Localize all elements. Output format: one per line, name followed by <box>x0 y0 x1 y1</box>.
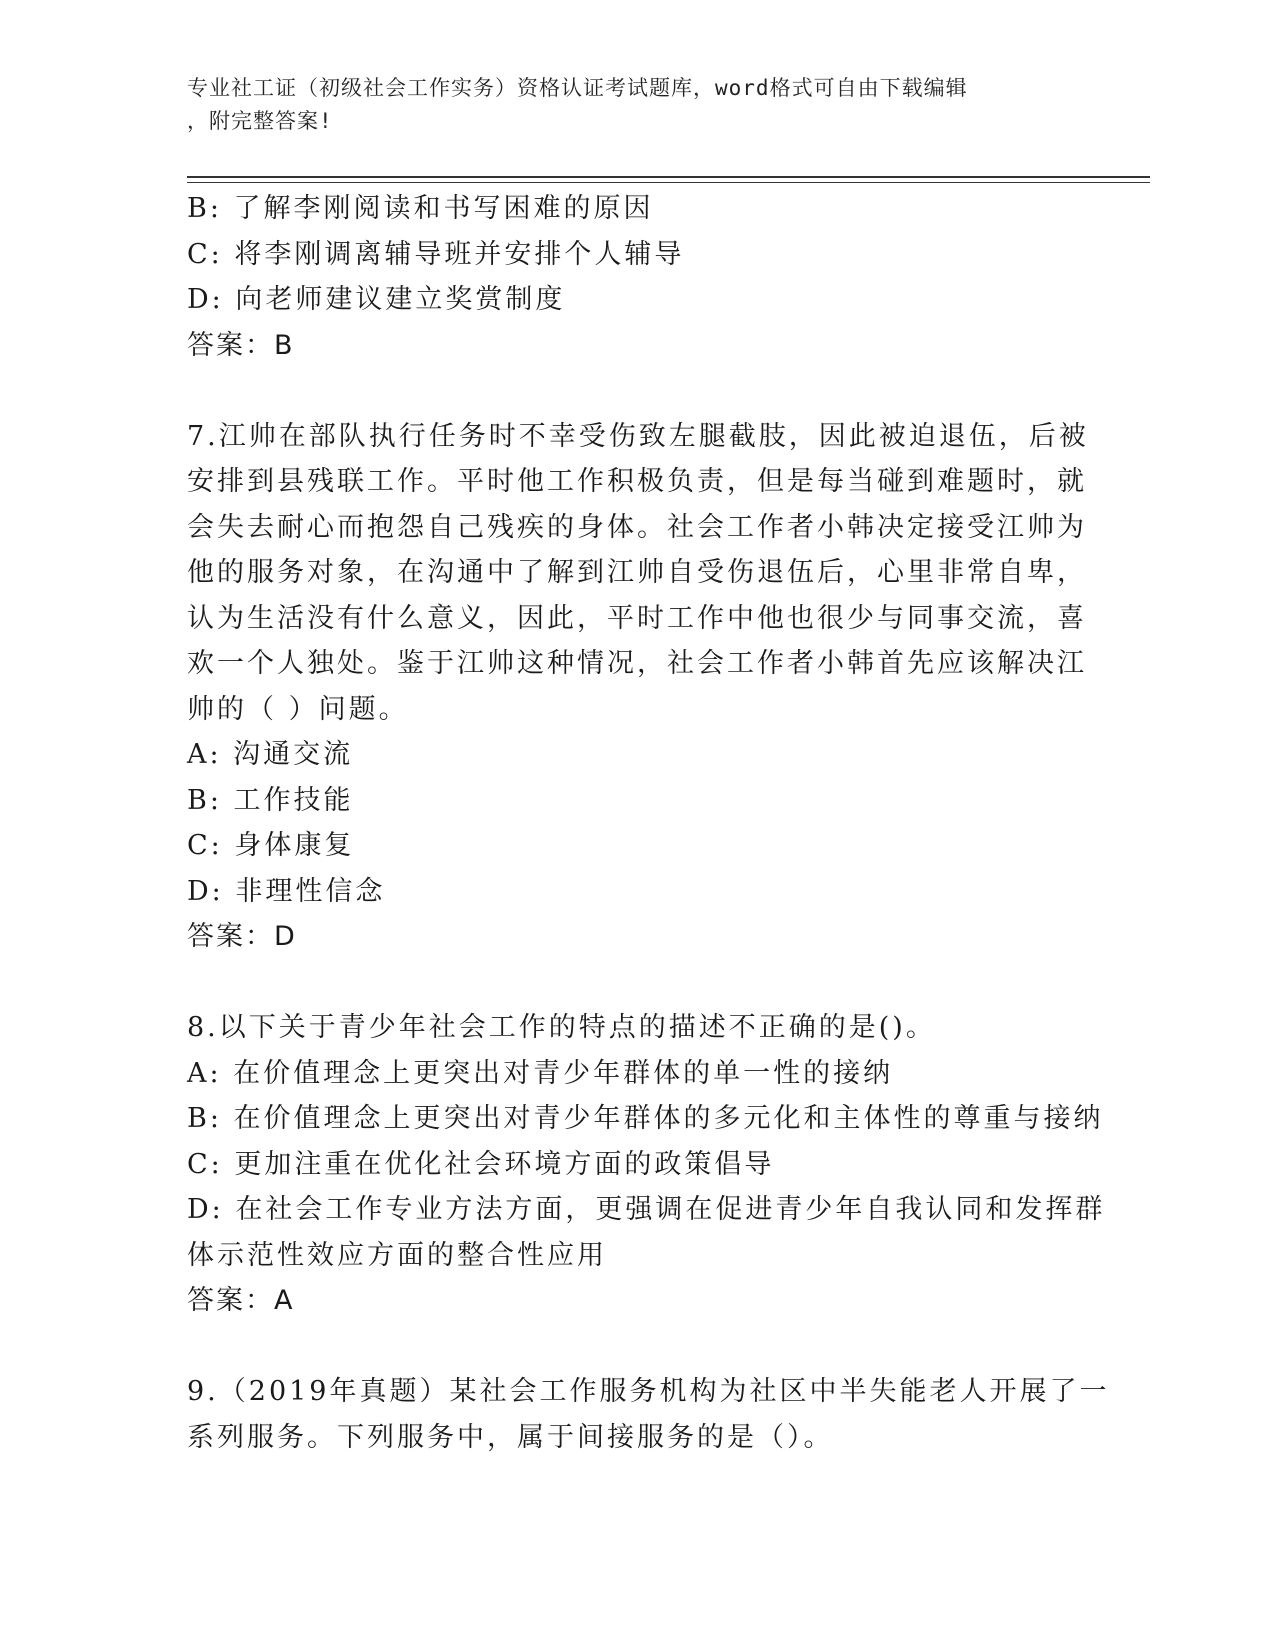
header-divider-thick <box>187 176 1150 178</box>
header-title-line-1: 专业社工证（初级社会工作实务）资格认证考试题库，word格式可自由下载编辑 <box>187 76 968 100</box>
q8-option-a: A: 在价值理念上更突出对青少年群体的单一性的接纳 <box>187 1057 894 1089</box>
q7-option-d: D: 非理性信念 <box>187 875 386 907</box>
q7-stem-line: 安排到县残联工作。平时他工作积极负责，但是每当碰到难题时，就 <box>187 466 1087 497</box>
q7-option-c: C: 身体康复 <box>187 830 355 861</box>
q8-option-d-line-1: D: 在社会工作专业方法方面，更强调在促进青少年自我认同和发挥群 <box>187 1194 1106 1225</box>
question-content <box>187 186 1110 1460</box>
q7-stem-line: 7.江帅在部队执行任务时不幸受伤致左腿截肢，因此被迫退伍，后被 <box>187 420 1089 452</box>
q7-answer: 答案：D <box>187 921 297 952</box>
q8-option-c: C: 更加注重在优化社会环境方面的政策倡导 <box>187 1148 775 1180</box>
spacer <box>187 368 1087 414</box>
q7-option-a: A: 沟通交流 <box>187 739 354 770</box>
header-title-line-2: ，附完整答案! <box>187 109 333 133</box>
q7-stem-line: 帅的（ ）问题。 <box>187 693 409 725</box>
q6-option-c: C: 将李刚调离辅导班并安排个人辅导 <box>187 238 685 270</box>
document-header <box>187 72 1067 138</box>
question-6-block <box>187 186 1087 368</box>
q7-stem-line: 认为生活没有什么意义，因此，平时工作中他也很少与同事交流，喜 <box>187 602 1087 634</box>
q8-option-d-line-2: 体示范性效应方面的整合性应用 <box>187 1239 607 1271</box>
spacer <box>187 1324 1087 1370</box>
question-8-block <box>187 1005 1106 1324</box>
question-7-block <box>187 414 1087 960</box>
q6-option-d: D: 向老师建议建立奖赏制度 <box>187 284 566 315</box>
header-divider-thin <box>187 182 1150 183</box>
q7-option-b: B: 工作技能 <box>187 784 354 816</box>
spacer <box>187 960 1087 1006</box>
q9-stem-line-2: 系列服务。下列服务中，属于间接服务的是（）。 <box>187 1421 834 1453</box>
q7-stem-line: 他的服务对象，在沟通中了解到江帅自受伤退伍后，心里非常自卑， <box>187 557 1087 588</box>
q9-stem-line-1: 9.（2019年真题）某社会工作服务机构为社区中半失能老人开展了一 <box>187 1376 1110 1407</box>
q8-stem: 8.以下关于青少年社会工作的特点的描述不正确的是()。 <box>187 1012 936 1043</box>
q6-answer: 答案：B <box>187 329 295 361</box>
q7-stem-line: 欢一个人独处。鉴于江帅这种情况，社会工作者小韩首先应该解决江 <box>187 648 1087 679</box>
q7-stem-line: 会失去耐心而抱怨自己残疾的身体。社会工作者小韩决定接受江帅为 <box>187 511 1087 543</box>
q8-option-b: B: 在价值理念上更突出对青少年群体的多元化和主体性的尊重与接纳 <box>187 1103 1104 1134</box>
q6-option-b: B: 了解李刚阅读和书写困难的原因 <box>187 193 654 224</box>
question-9-block <box>187 1369 1110 1460</box>
q8-answer: 答案：A <box>187 1285 295 1316</box>
